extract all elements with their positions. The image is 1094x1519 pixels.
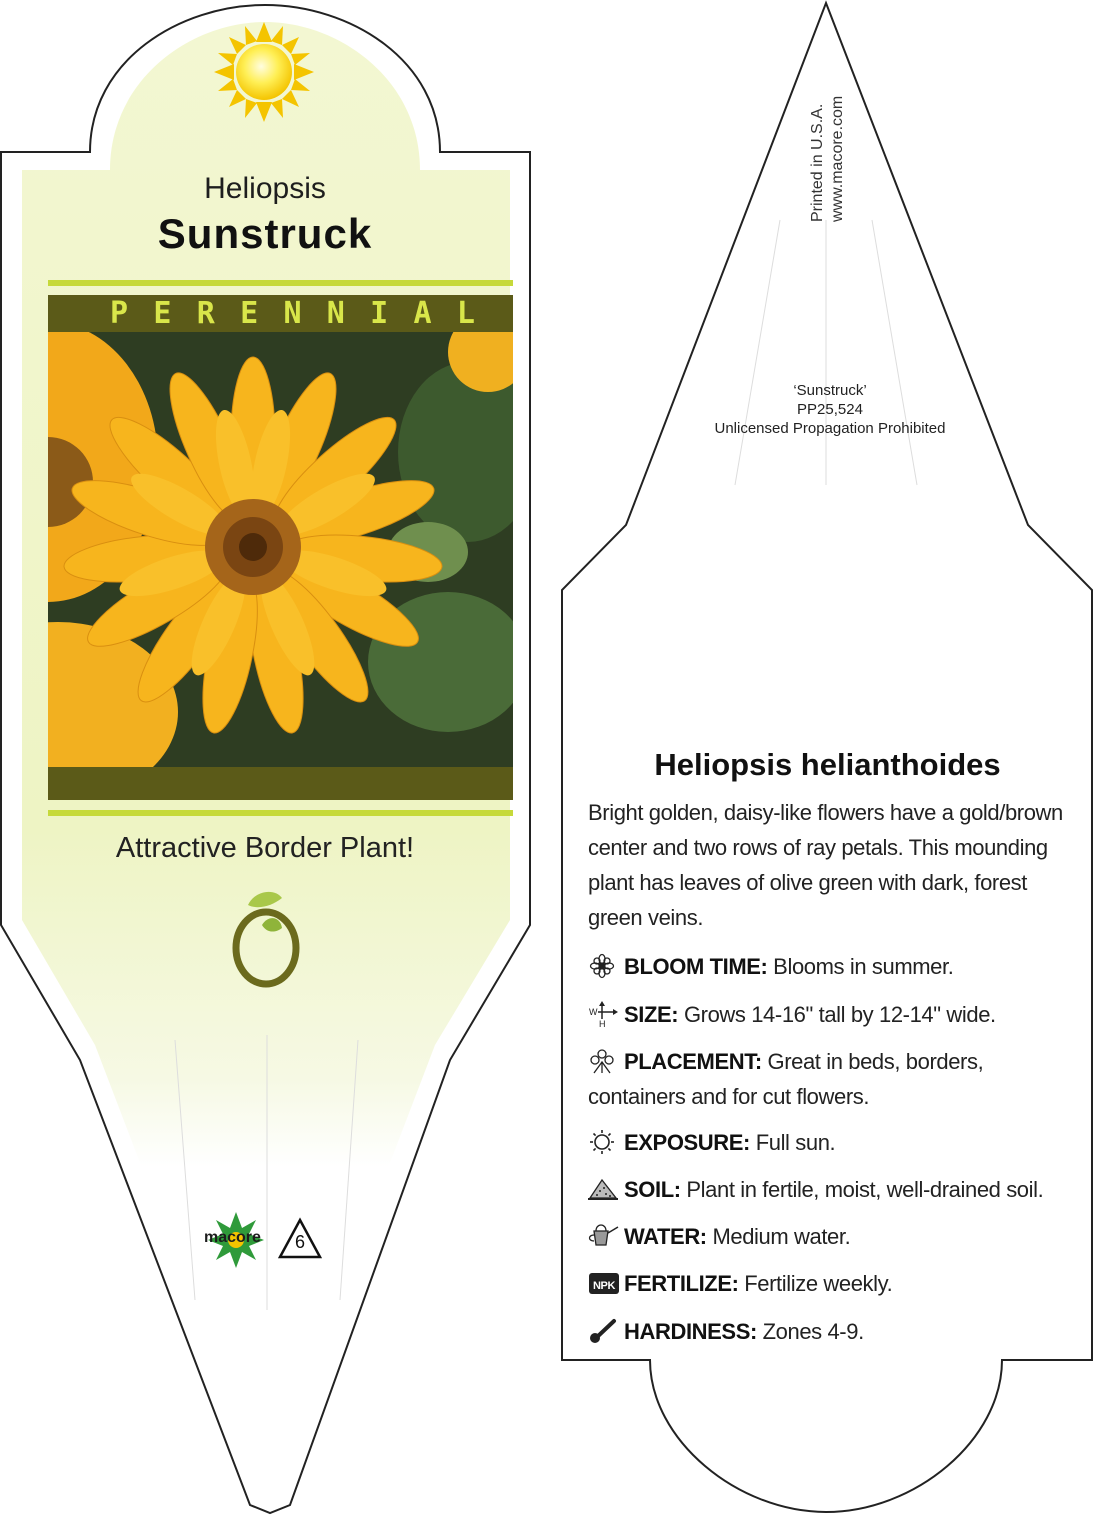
npk-icon [588, 1270, 624, 1296]
water-row [588, 1219, 1068, 1254]
exposure-row [588, 1125, 1068, 1160]
soil-icon [588, 1176, 624, 1202]
sun-logo-icon [214, 22, 314, 122]
soil-row [588, 1172, 1068, 1207]
cultivar-name: Sunstruck [157, 210, 373, 257]
flower-icon [588, 953, 624, 979]
exposure-value: Full sun. [749, 1130, 836, 1155]
sun-icon [588, 1129, 624, 1155]
photo-bottom-band [48, 767, 513, 800]
hardiness-label: HARDINESS: [624, 1319, 757, 1344]
placement-label: PLACEMENT: [624, 1049, 762, 1074]
soil-label: SOIL: [624, 1177, 681, 1202]
size-h-letter: H [599, 1019, 606, 1027]
size-arrows-icon [588, 1001, 624, 1027]
bloom-time-row [588, 949, 1068, 984]
water-value: Medium water. [706, 1224, 851, 1249]
brand-name: macore [204, 1229, 261, 1246]
category-label [48, 295, 513, 332]
hardiness-value: Zones 4-9. [756, 1319, 864, 1344]
patent-number: PP25,524 [797, 401, 863, 418]
tagline: Attractive Border Plant! [115, 832, 415, 864]
cultivar-quote: ‘Sunstruck’ [793, 382, 867, 399]
recycle-code: 6 [294, 1232, 305, 1252]
hardiness-row [588, 1314, 1068, 1349]
category-letter: R [196, 296, 215, 331]
bloom-time-label: BLOOM TIME: [624, 954, 768, 979]
npk-text: NPK [592, 1280, 616, 1292]
website-text: www.macore.com [829, 95, 846, 222]
category-letter: N [326, 296, 345, 331]
exposure-label: EXPOSURE: [624, 1130, 750, 1155]
placement-icon [588, 1048, 624, 1074]
fertilize-label: FERTILIZE: [624, 1271, 739, 1296]
accent-line-bottom [48, 810, 513, 816]
fertilize-value: Fertilize weekly. [738, 1271, 893, 1296]
category-letter: A [413, 296, 432, 331]
size-value: Grows 14-16" tall by 12-14" wide. [678, 1002, 996, 1027]
size-w-letter: W [589, 1007, 598, 1017]
size-row [588, 997, 1068, 1032]
soil-value: Plant in fertile, moist, well-drained soil. [680, 1177, 1044, 1202]
thermometer-icon [588, 1318, 624, 1344]
scientific-name: Heliopsis helianthoides [654, 747, 1001, 782]
plant-description: Bright golden, daisy-like flowers have a gold/brown center and two rows of ray petals. This mounding plant has leaves of olive green with dark, forest green veins. [588, 800, 1063, 930]
genus-name: Heliopsis [204, 172, 326, 205]
category-letter: E [240, 296, 259, 331]
watering-can-icon [588, 1223, 624, 1249]
bloom-time-value: Blooms in summer. [767, 954, 954, 979]
category-letter: P [110, 296, 129, 331]
propagation-notice: Unlicensed Propagation Prohibited [714, 420, 946, 437]
size-label: SIZE: [624, 1002, 679, 1027]
patent-block [660, 381, 1000, 438]
printed-in-text: Printed in U.S.A. [809, 103, 826, 222]
category-letter: N [283, 296, 302, 331]
flower-photo [48, 332, 513, 767]
category-letter: L [456, 296, 475, 331]
accent-line-top [48, 280, 513, 286]
placement-value: Great in beds, borders, containers and for cut flowers. [588, 1049, 984, 1109]
category-letter: E [153, 296, 172, 331]
placement-row [588, 1044, 1068, 1114]
fertilize-row [588, 1266, 1068, 1301]
water-label: WATER: [624, 1224, 707, 1249]
category-letter: I [370, 296, 389, 331]
printed-in-block [808, 62, 848, 222]
